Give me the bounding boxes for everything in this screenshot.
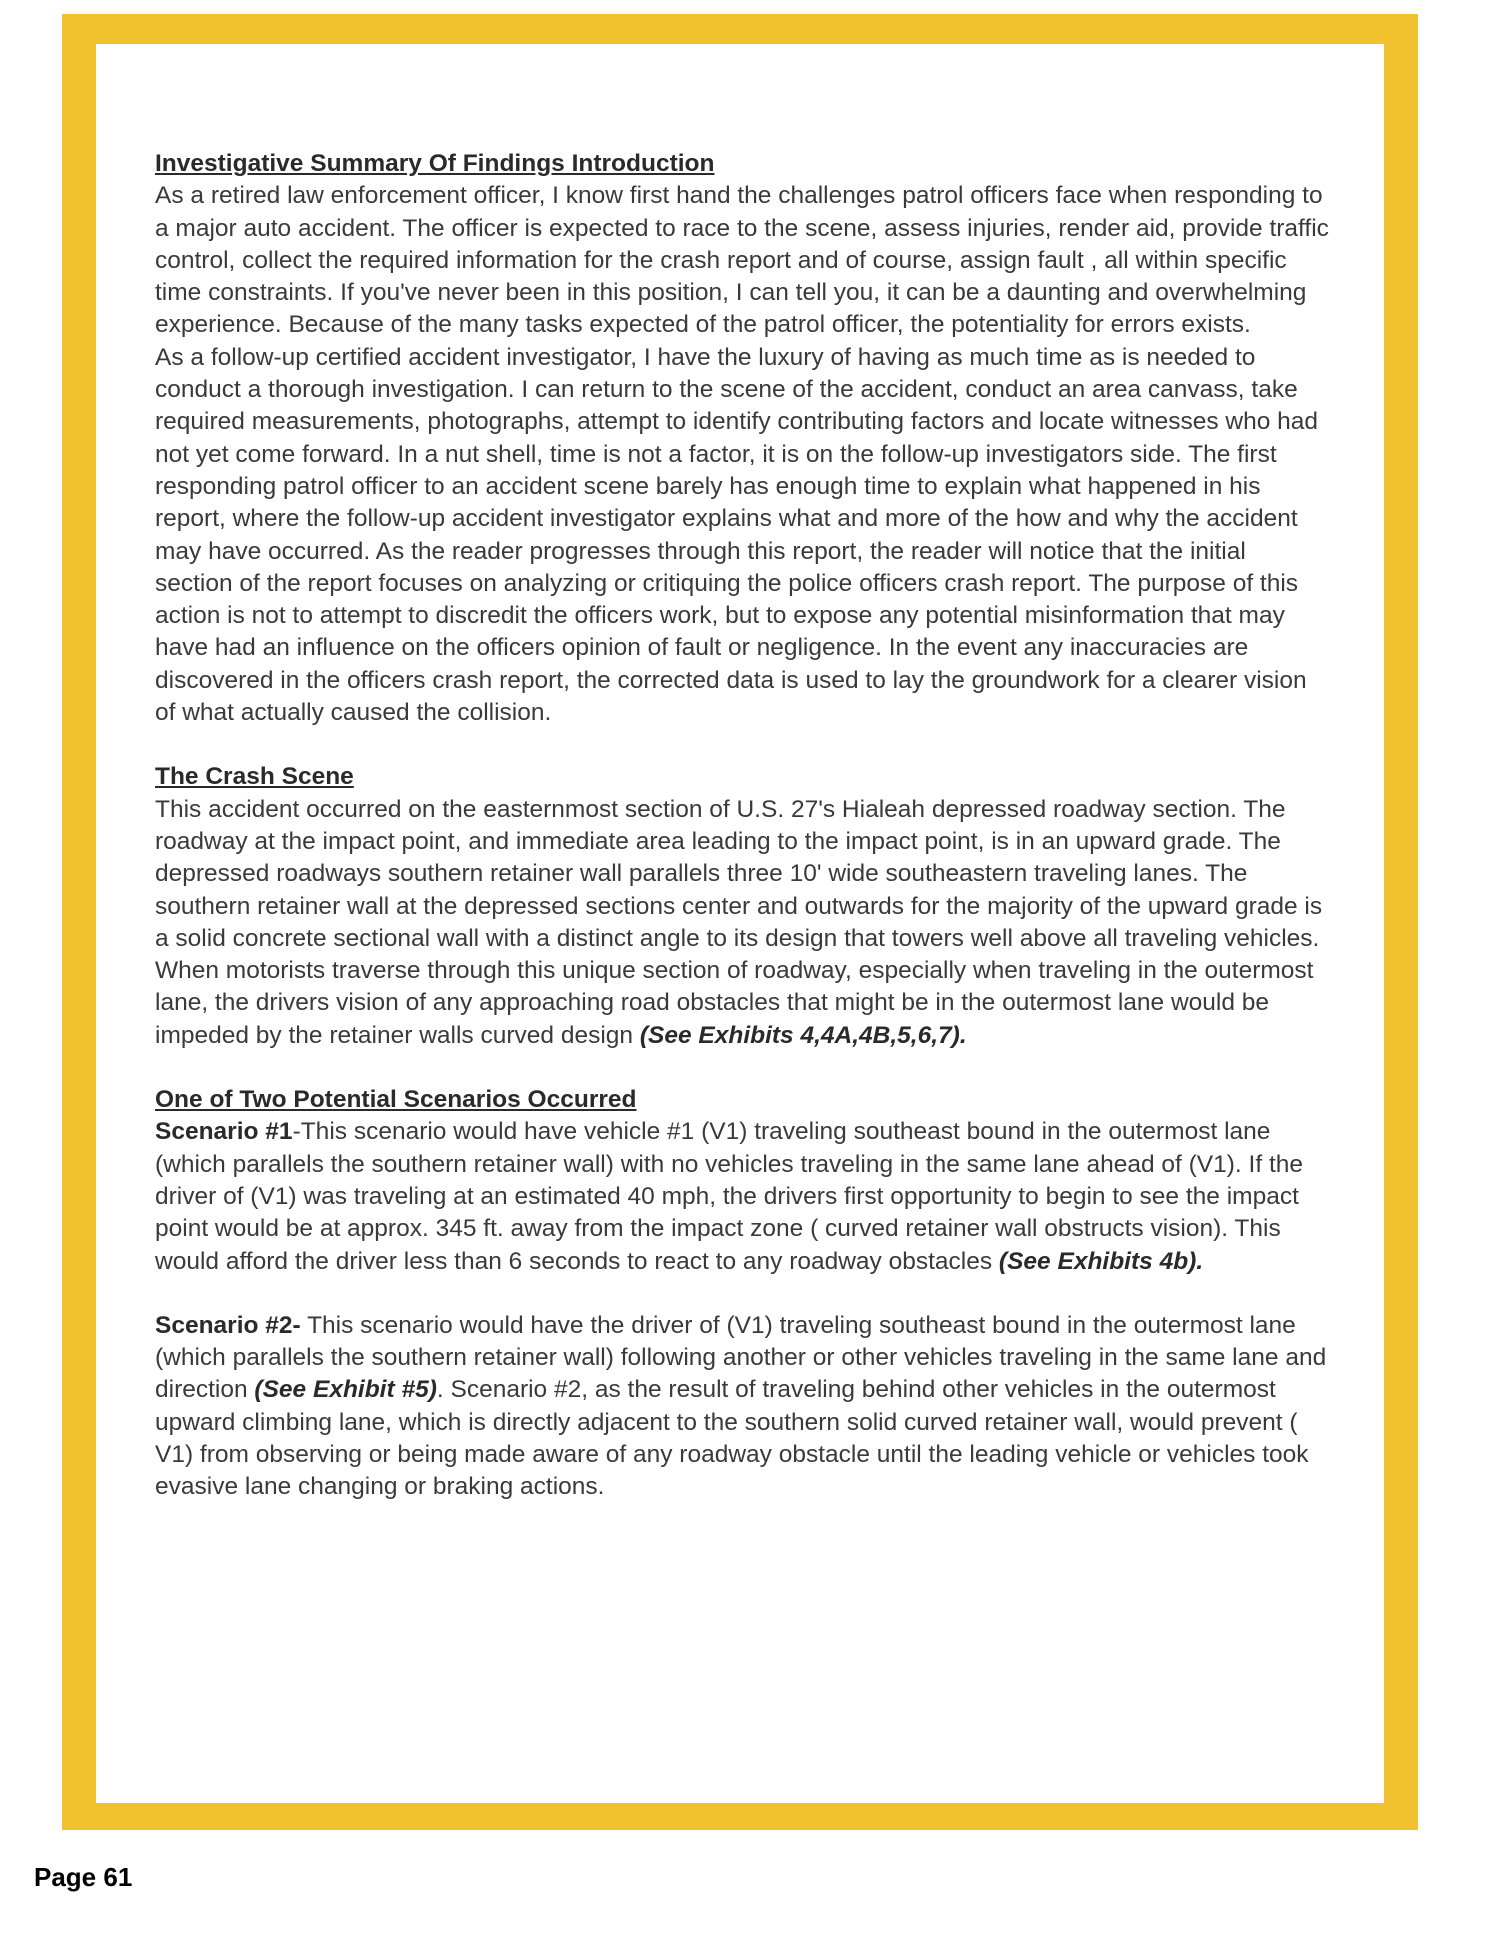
scenario-1-exhibit-ref: (See Exhibits 4b). [998,1247,1204,1275]
scenario-1-paragraph [155,1116,1330,1277]
intro-paragraph-1: As a retired law enforcement officer, I know first hand the challenges patrol officers face when responding to a major auto accident. The officer is expected to race to the scene, assess injuries, render aid, provide traffic control, collect the required information for the crash report and of course, assign fault , all within specific time constraints. If you've never been in this position, I can tell you, it can be a daunting and overwhelming experience. Because of the many tasks expected of the patrol officer, the potentiality for errors exists. [155,182,1329,339]
scenario-2-text-a: This scenario would have the driver of (V1) traveling southeast bound in the outermost lane (which parallels the southern retainer wall) following another or other vehicles traveling in the same lane and direction [155,1311,1327,1404]
scenarios-heading: One of Two Potential Scenarios Occurred [155,1086,637,1114]
scenario-2-text-b: . Scenario #2, as the result of traveling behind other vehicles in the outermost upward climbing lane, which is directly adjacent to the southern solid curved retainer wall, would prevent ( V1) from observing or being made aware of any roadway obstacle until the leading vehicle or vehicles took evasive lane changing or braking actions. [155,1376,1309,1501]
scenario-2-exhibit-ref: (See Exhibit #5) [254,1376,437,1404]
scenario-2-paragraph [155,1310,1330,1504]
crash-scene-exhibit-ref: (See Exhibits 4,4A,4B,5,6,7). [639,1021,967,1049]
intro-heading: Investigative Summary Of Findings Introduction [155,150,715,177]
scenario-1-text: -This scenario would have vehicle #1 (V1) traveling southeast bound in the outermost lane (which parallels the southern retainer wall) with no vehicles traveling in the same lane ahead of (V1). If the driver of (V1) was traveling at an estimated 40 mph, the drivers first opportunity to begin to see the impact point would be at approx. 345 ft. away from the impact zone ( curved retainer wall obstructs vision). This would afford the driver less than 6 seconds to react to any roadway obstacles [155,1118,1304,1275]
report-body [155,148,1330,1504]
page-number: Page 61 [34,1862,133,1892]
scenario-1-label: Scenario #1 [155,1118,293,1146]
crash-scene-text: This accident occurred on the easternmost section of U.S. 27's Hialeah depressed roadway section. The roadway at the impact point, and immediate area leading to the impact point, is in an upward grade. The depressed roadways southern retainer wall parallels three 10' wide southeastern traveling lanes. The southern retainer wall at the depressed sections center and outwards for the majority of the upward grade is a solid concrete sectional wall with a distinct angle to its design that towers well above all traveling vehicles. When motorists traverse through this unique section of roadway, especially when traveling in the outermost lane, the drivers vision of any approaching road obstacles that might be in the outermost lane would be impeded by the retainer walls curved design [155,795,1323,1049]
crash-scene-heading: The Crash Scene [155,763,354,791]
crash-scene-paragraph [155,794,1330,1052]
scenario-2-label: Scenario #2- [155,1311,301,1339]
intro-paragraph-2: As a follow-up certified accident investigator, I have the luxury of having as much time as is needed to conduct a thorough investigation. I can return to the scene of the accident, conduct an area canvass, take required measurements, photographs, attempt to identify contributing factors and locate witnesses who had not yet come forward. In a nut shell, time is not a factor, it is on the follow-up investigators side. The first responding patrol officer to an accident scene barely has enough time to explain what happened in his report, where the follow-up accident investigator explains what and more of the how and why the accident may have occurred. As the reader progresses through this report, the reader will notice that the initial section of the report focuses on analyzing or critiquing the police officers crash report. The purpose of this action is not to attempt to discredit the officers work, but to expose any potential misinformation that may have had an influence on the officers opinion of fault or negligence. In the event any inaccuracies are discovered in the officers crash report, the corrected data is used to lay the groundwork for a clearer vision of what actually caused the collision. [155,343,1319,727]
